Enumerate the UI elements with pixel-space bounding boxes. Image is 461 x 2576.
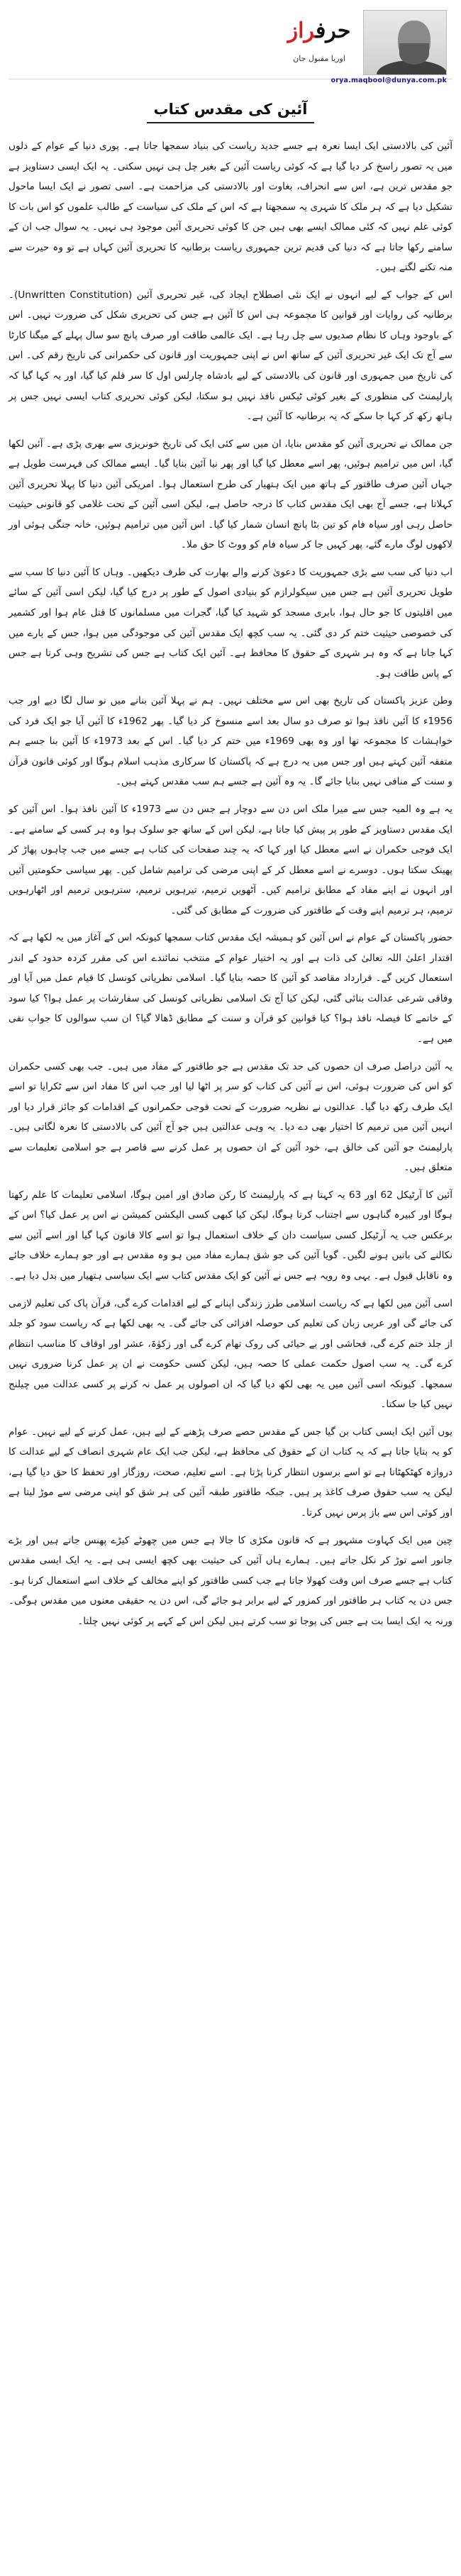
article-paragraph: اب دنیا کی سب سے بڑی جمہوریت کا دعویٰ کرنے والے بھارت کی طرف دیکھیں۔ وہاں کا آئین دنیا کا سب سے طویل تحریری آئین ہے جس میں سیکولرازم کو بنیادی اصول کے طور پر درج کیا گیا، لیکن اسی آئین کے سائے میں اقلیتوں کا جو حال ہوا، بابری مسجد کو شہید کیا گیا، گجرات میں مسلمانوں کا قتل عام ہوا اور کشمیر کی خصوصی حیثیت ختم کر دی گئی۔ یہ سب کچھ ایک مقدس آئین کی موجودگی میں ہوا، جس کے بارے میں کہا جاتا ہے کہ وہ ہر شہری کے حقوق کا محافظ ہے۔ آئین ایک کتاب ہے جس کی تشریح وہی کرتا ہے جس کے پاس طاقت ہو۔ xyxy=(9,566,452,679)
article-paragraph: چین میں ایک کہاوت مشہور ہے کہ قانون مکڑی کا جالا ہے جس میں چھوٹے کیڑے پھنس جاتے ہیں اور بڑے جانور اسے توڑ کر نکل جاتے ہیں۔ ہمارے ہاں آئین کی حیثیت بھی کچھ ایسی ہی ہے۔ یہ ایک ایسی مقدس کتاب ہے جسے صرف اس وقت کھولا جاتا ہے جب کسی طاقتور کو اپنے مخالف کے خلاف اسے استعمال کرنا ہو۔ جس دن یہ کتاب ہر طاقتور اور کمزور کے لیے برابر ہو جائے گی، اس دن یہ حقیقی معنوں میں مقدس ہوگی۔ ورنہ یہ ایک ایسا بت ہے جس کی پوجا تو سب کرتے ہیں لیکن اس کے کہے پر کوئی نہیں چلتا۔ xyxy=(9,1534,452,1627)
column-logo: حرفراز xyxy=(287,18,351,43)
article-paragraph: آئین کی بالادستی ایک ایسا نعرہ ہے جسے جدید ریاست کی بنیاد سمجھا جاتا ہے۔ پوری دنیا کے عوام کے دلوں میں یہ تصور راسخ کر دیا گیا ہے کہ کوئی ریاست آئین کے بغیر چل ہی نہیں سکتی۔ یہ ایک ایسی دستاویز ہے جو مقدس ترین ہے، اس سے انحراف، بغاوت اور بالادستی کی مزاحمت ہے۔ اسی تصور نے ایک ایسا ماحول تشکیل دیا ہے کہ ہر ملک کا شہری یہ سمجھتا ہے کہ اس کے ملک کی سیاست کے طالب علموں کو اس بات کا کوئی علم نہیں کہ کئی ممالک ایسے بھی ہیں جن کا کوئی تحریری آئین موجود ہی نہیں۔ یہ سوال جب ان کے سامنے رکھا جاتا ہے کہ دنیا کی قدیم ترین جمہوری ریاست برطانیہ کا تحریری آئین کہاں ہے تو وہ حیرت سے منہ تکنے لگتے ہیں۔ xyxy=(9,140,452,274)
article-paragraph: حضور پاکستان کے عوام نے اس آئین کو ہمیشہ ایک مقدس کتاب سمجھا کیونکہ اس کے آغاز میں یہ لکھا ہے کہ اقتدار اعلیٰ اللہ تعالیٰ کی ذات ہے اور یہ اختیار عوام کے منتخب نمائندے اس کی مقرر کردہ حدود کے اندر استعمال کریں گے۔ قرارداد مقاصد کو آئین کا حصہ بنایا گیا۔ اسلامی نظریاتی کونسل کا قیام عمل میں آیا اور وفاقی شرعی عدالت بنائی گئی، لیکن کیا آج تک اسلامی نظریاتی کونسل کی سفارشات پر عمل ہوا؟ کیا سود کے خاتمے کا فیصلہ نافذ ہوا؟ کیا قوانین کو قرآن و سنت کے مطابق ڈھالا گیا؟ ان سب سوالوں کا جواب نفی میں ہے۔ xyxy=(9,932,452,1045)
title-wrap xyxy=(9,101,452,123)
article-paragraph: وطن عزیز پاکستان کی تاریخ بھی اس سے مختلف نہیں۔ ہم نے پہلا آئین بنانے میں نو سال لگا دیے اور جب 1956ء کا آئین نافذ ہوا تو صرف دو سال بعد اسے منسوخ کر دیا گیا۔ پھر 1962ء کا آئین آیا جو ایک فرد کی خواہشات کا مجموعہ تھا اور وہ بھی 1969ء میں ختم کر دیا گیا۔ اس کے بعد 1973ء کا آئین بنا جسے ہم متفقہ آئین کہتے ہیں اور جس میں یہ درج ہے کہ پاکستان کا سرکاری مذہب اسلام ہوگا اور کوئی قانون قرآن و سنت کے منافی نہیں بنایا جائے گا۔ یہ وہ آئین ہے جسے ہم سب مقدس کہتے ہیں۔ xyxy=(9,695,452,788)
article-paragraph: اس کے جواب کے لیے انہوں نے ایک نئی اصطلاح ایجاد کی، غیر تحریری آئین (Unwritten Constitution)۔ برطانیہ کی روایات اور قوانین کا مجموعہ ہی اس کا آئین ہے جس کی تحریری شکل کی ضرورت نہیں۔ اس کے باوجود وہاں کا نظام صدیوں سے چل رہا ہے۔ ایک عالمی طاقت اور صرف پانچ سو سال پہلے کے میگنا کارٹا سے آج تک ایک غیر تحریری آئین کے ساتھ اس نے اپنی جمہوریت اور قانون کی حکمرانی کی تاریخ رقم کی۔ اس کی تاریخ میں جمہوری اور قانون کی بالادستی کے لیے بادشاہ چارلس اول کا سر قلم کیا گیا، اور یہ کہا گیا کہ پارلیمنٹ کی منظوری کے بغیر کوئی ٹیکس نافذ نہیں ہو سکتا، لیکن کوئی تحریری کتاب ایسی نہیں جس پر ہاتھ رکھ کر کہا جا سکے کہ یہ برطانیہ کا آئین ہے۔ xyxy=(9,289,452,423)
article-paragraph: یوں آئین ایک ایسی کتاب بن گیا جس کے مقدس حصے صرف پڑھنے کے لیے ہیں، عمل کرنے کے لیے نہیں۔ عوام کو یہ بتایا جاتا ہے کہ یہ کتاب ان کے حقوق کی محافظ ہے، لیکن جب ایک عام شہری انصاف کے لیے عدالت کا دروازہ کھٹکھٹاتا ہے تو اسے برسوں انتظار کرنا پڑتا ہے۔ اسے تعلیم، صحت، روزگار اور تحفظ کا حق دیا گیا ہے، لیکن یہ سب حقوق صرف کاغذ پر ہیں۔ جبکہ طاقتور طبقہ آئین کی ہر شق کو اپنی مرضی سے موڑ لیتا ہے اور کوئی اس سے باز پرس نہیں کرتا۔ xyxy=(9,1426,452,1519)
author-email[interactable]: orya.maqbool@dunya.com.pk xyxy=(331,77,447,84)
column-header xyxy=(9,6,452,84)
article-paragraph: جن ممالک نے تحریری آئین کو مقدس بنایا، ان میں سے کئی ایک کی تاریخ خونریزی سے بھری پڑی ہے۔ آئین لکھا گیا، اس میں ترامیم ہوئیں، پھر اسے معطل کیا گیا اور پھر نیا آئین بنایا گیا۔ ایسے ممالک کی فہرست طویل ہے جہاں آئین صرف طاقتور کے ہاتھ میں ایک ہتھیار کی طرح استعمال ہوا۔ امریکی آئین دنیا کا پہلا تحریری آئین کہلاتا ہے، جسے آج بھی ایک مقدس کتاب کا درجہ حاصل ہے، لیکن اسی آئین کے تحت غلامی کو قانونی حیثیت حاصل رہی اور سیاہ فام کو تین بٹا پانچ انسان شمار کیا گیا۔ اس آئین میں ترامیم ہوئیں، خانہ جنگی ہوئی اور لاکھوں لوگ مارے گئے، پھر کہیں جا کر سیاہ فام کو ووٹ کا حق ملا۔ xyxy=(9,438,452,551)
article-title: آئین کی مقدس کتاب xyxy=(147,101,315,123)
article-paragraph: اسی آئین میں لکھا ہے کہ ریاست اسلامی طرز زندگی اپنانے کے لیے اقدامات کرے گی، قرآن پاک کی تعلیم لازمی کی جائے گی اور عربی زبان کی تعلیم کی حوصلہ افزائی کی جائے گی۔ یہ بھی لکھا ہے کہ ریاست سود کو جلد از جلد ختم کرے گی، فحاشی اور بے حیائی کی روک تھام کرے گی اور زکوٰۃ، عشر اور اوقاف کا مناسب انتظام کرے گی۔ یہ سب اصول حکمت عملی کا حصہ ہیں، لیکن کسی حکومت نے ان پر عمل کرنا ضروری نہیں سمجھا۔ کیونکہ اسی آئین میں یہ بھی لکھ دیا گیا کہ ان اصولوں پر عمل نہ کرنے پر کسی عدالت میں چیلنج نہیں کیا جا سکتا۔ xyxy=(9,1297,452,1411)
author-name: اوریا مقبول جان xyxy=(293,54,345,63)
article-body xyxy=(9,136,452,1631)
article-paragraph: یہ ہے وہ المیہ جس سے میرا ملک اس دن سے دوچار ہے جس دن سے 1973ء کا آئین نافذ ہوا۔ اس آئین کو ایک مقدس دستاویز کے طور پر پیش کیا جاتا ہے، لیکن اس کے ساتھ جو سلوک ہوا وہ ہر کسی کے سامنے ہے۔ ایک فوجی حکمران نے اسے معطل کیا اور کہا کہ یہ چند صفحات کی کتاب ہے جسے میں جب چاہوں پھاڑ کر پھینک سکتا ہوں۔ دوسرے نے اسے معطل کر کے اپنی مرضی کی ترامیم شامل کیں۔ پھر سیاسی حکومتیں آئیں اور انہوں نے اپنے مفاد کے مطابق ترامیم کیں۔ آٹھویں ترمیم، تیرہویں ترمیم، سترہویں ترمیم اور اٹھارہویں ترمیم، ہر ترمیم اپنے وقت کے طاقتور کی ضرورت کے مطابق کی گئی۔ xyxy=(9,803,452,916)
author-photo xyxy=(363,10,447,75)
article-paragraph: یہ آئین دراصل صرف ان حصوں کی حد تک مقدس ہے جو طاقتور کے مفاد میں ہیں۔ جب بھی کسی حکمران کو اس کی ضرورت ہوئی، اس نے آئین کی کتاب کو سر پر اٹھا لیا اور جب اس کا مفاد اس سے ٹکرایا تو اسے ایک طرف رکھ دیا گیا۔ عدالتوں نے نظریہ ضرورت کے تحت فوجی حکمرانوں کے اقدامات کو جائز قرار دیا اور انہیں آئین میں ترمیم کا اختیار بھی دے دیا۔ یہ وہی عدالتیں ہیں جو آج آئین کی بالادستی کا نعرہ لگاتی ہیں۔ پارلیمنٹ جو آئین کی خالق ہے، خود آئین کے ان حصوں پر عمل کرنے سے قاصر ہے جو اسلامی تعلیمات سے متعلق ہیں۔ xyxy=(9,1060,452,1174)
article-paragraph: آئین کا آرٹیکل 62 اور 63 یہ کہتا ہے کہ پارلیمنٹ کا رکن صادق اور امین ہوگا، اسلامی تعلیمات کا علم رکھتا ہوگا اور کبیرہ گناہوں سے اجتناب کرتا ہوگا، لیکن کیا کبھی کسی الیکشن کمیشن نے اس پر عمل کیا؟ اس کے برعکس جب یہ آرٹیکل کسی سیاست دان کے خلاف استعمال ہوا تو اسے کالا قانون کہا گیا اور اسے آئین سے نکالنے کی باتیں ہونے لگیں۔ گویا آئین کی جو شق ہمارے مفاد میں ہو وہ مقدس ہے اور جو ہمارے خلاف جائے وہ ناقابل قبول ہے۔ یہی وہ رویہ ہے جس نے آئین کو ایک مقدس کتاب سے ایک سیاسی ہتھیار میں بدل دیا ہے۔ xyxy=(9,1189,452,1282)
